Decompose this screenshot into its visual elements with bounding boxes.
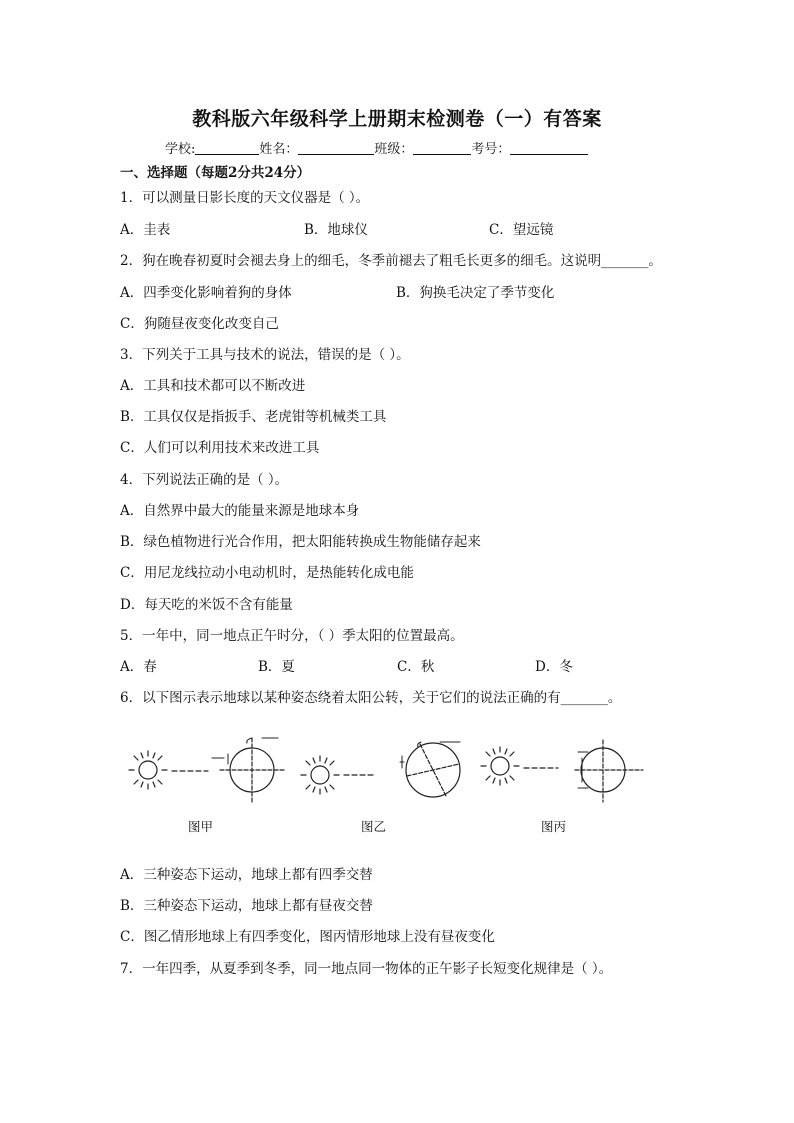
question-4-stem: 4．下列说法正确的是（ ）。 [120, 472, 289, 488]
page-title: 教科版六年级科学上册期末检测卷（一）有答案 [192, 108, 602, 130]
question-5-option-b[interactable]: B．夏 [258, 659, 295, 675]
sun-icon [129, 751, 167, 789]
question-3-stem: 3．下列关于工具与技术的说法，错误的是（ ）。 [120, 347, 410, 363]
question-6-stem: 6．以下图示表示地球以某种姿态绕着太阳公转，关于它们的说法正确的有_______。 [120, 690, 622, 706]
question-2-option-c[interactable]: C．狗随昼夜变化改变自己 [120, 316, 279, 332]
name-label: 姓名： [259, 142, 299, 157]
figure-caption-yi: 图乙 [361, 819, 387, 834]
question-6-option-c[interactable]: C．图乙情形地球上有四季变化，图丙情形地球上没有昼夜变化 [120, 929, 495, 945]
figure-caption-bing: 图丙 [541, 819, 567, 834]
question-7-stem: 7．一年四季，从夏季到冬季，同一地点同一物体的正午影子长短变化规律是（ ）。 [120, 961, 613, 977]
question-5-option-a[interactable]: A．春 [120, 659, 157, 675]
school-field[interactable] [195, 141, 259, 155]
student-info-line [165, 138, 588, 157]
question-1-option-b[interactable]: B．地球仪 [304, 222, 368, 238]
question-2-stem: 2．狗在晚春初夏时会褪去身上的细毛，冬季前褪去了粗毛长更多的细毛。这说明_______。 [120, 253, 662, 269]
question-2-option-b[interactable]: B．狗换毛决定了季节变化 [396, 285, 555, 301]
question-5-option-c[interactable]: C．秋 [397, 659, 435, 675]
exam-no-field[interactable] [510, 141, 588, 155]
figure-caption-jia: 图甲 [188, 819, 214, 834]
class-field[interactable] [413, 141, 471, 155]
school-label: 学校: [165, 142, 196, 157]
question-2-option-a[interactable]: A．四季变化影响着狗的身体 [120, 285, 292, 301]
question-1-option-c[interactable]: C．望远镜 [489, 222, 554, 238]
name-field[interactable] [298, 141, 374, 155]
question-4-option-a[interactable]: A．自然界中最大的能量来源是地球本身 [120, 503, 360, 519]
question-6-option-a[interactable]: A．三种姿态下运动，地球上都有四季交替 [120, 867, 373, 883]
question-6-option-b[interactable]: B．三种姿态下运动，地球上都有昼夜交替 [120, 898, 373, 914]
question-3-option-a[interactable]: A．工具和技术都可以不断改进 [120, 378, 306, 394]
sun-icon [481, 747, 519, 785]
question-5-stem: 5．一年中，同一地点正午时分，（ ）季太阳的位置最高。 [120, 628, 464, 644]
sun-icon [301, 756, 339, 794]
question-3-option-b[interactable]: B．工具仅仅是指扳手、老虎钳等机械类工具 [120, 409, 387, 425]
question-1-option-a[interactable]: A．圭表 [120, 222, 171, 238]
question-4-option-d[interactable]: D．每天吃的米饭不含有能量 [120, 597, 293, 613]
exam-no-label: 考号： [471, 142, 511, 157]
question-3-option-c[interactable]: C．人们可以利用技术来改进工具 [120, 440, 320, 456]
question-4-option-c[interactable]: C．用尼龙线拉动小电动机时，是热能转化成电能 [120, 565, 414, 581]
question-5-option-d[interactable]: D．冬 [535, 659, 573, 675]
section-heading: 一、选择题（每题2分共24分） [120, 165, 311, 181]
question-1-stem: 1．可以测量日影长度的天文仪器是（ ）。 [120, 190, 370, 206]
class-label: 班级： [374, 142, 414, 157]
question-4-option-b[interactable]: B．绿色植物进行光合作用，把太阳能转换成生物能储存起来 [120, 534, 481, 550]
